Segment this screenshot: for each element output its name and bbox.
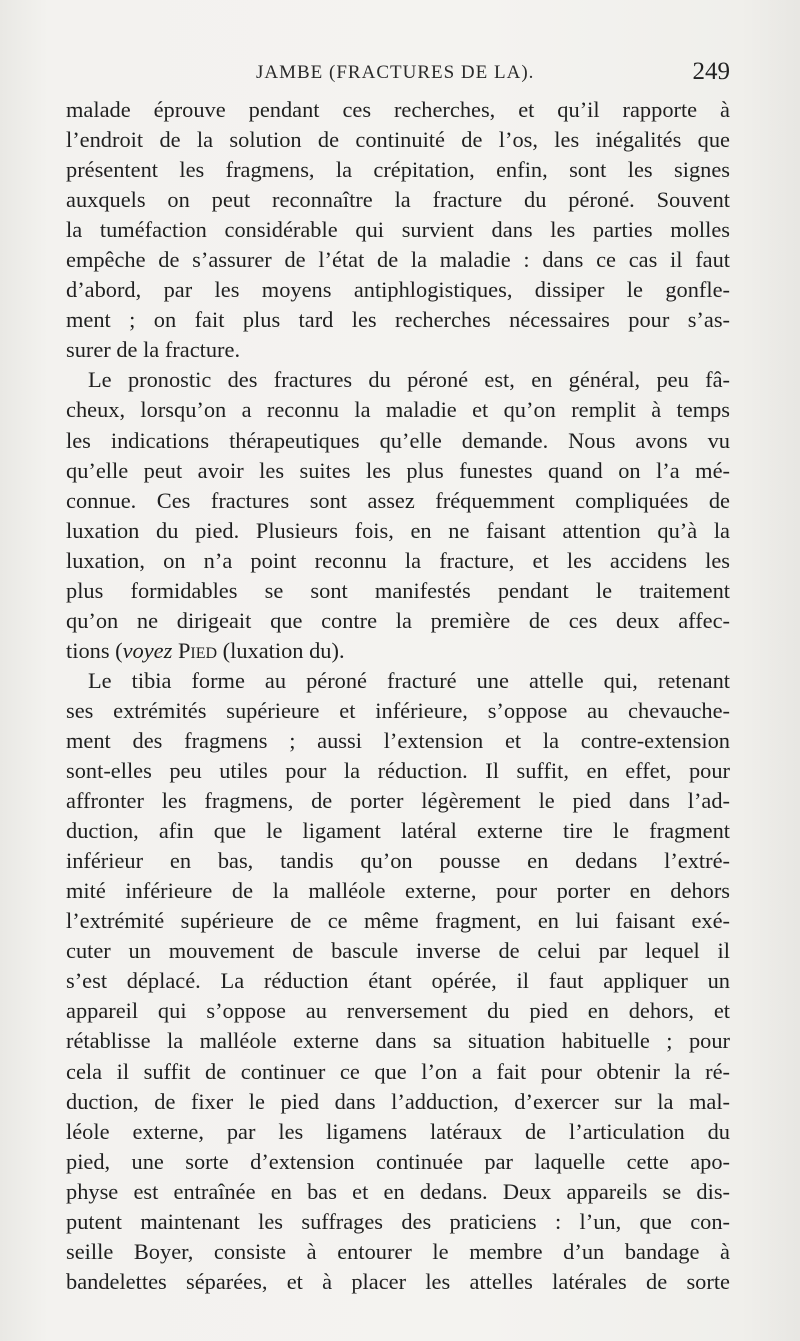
text-line: bandelettes séparées, et à placer les attelles latérales de sorte: [66, 1268, 730, 1294]
text-line: les indications thérapeutiques qu’elle demande. Nous avons vu: [66, 427, 730, 453]
text-line: duction, de fixer le pied dans l’adduction, d’exercer sur la mal-: [66, 1088, 730, 1114]
text-line: seille Boyer, consiste à entourer le membre d’un bandage à: [66, 1238, 730, 1264]
cross-reference-suffix: (luxation du).: [217, 637, 345, 663]
running-head: JAMBE (FRACTURES DE LA).: [256, 62, 535, 83]
text-line: l’endroit de la solution de continuité de l’os, les inégalités que: [66, 127, 730, 153]
paragraph-3: [66, 666, 730, 1297]
text-line: duction, afin que le ligament latéral externe tire le fragment: [66, 818, 730, 844]
page-number: 249: [692, 58, 730, 85]
body-text: [66, 95, 730, 1297]
text-line: physe est entraînée en bas et en dedans. Deux appareils se dis-: [66, 1178, 730, 1204]
text-line: affronter les fragmens, de porter légèrement le pied dans l’ad-: [66, 788, 730, 814]
text-line: qu’on ne dirigeait que contre la première de ces deux affec-: [66, 607, 730, 633]
text-line: ses extrémités supérieure et inférieure, s’oppose au chevauche-: [66, 697, 730, 723]
text-line: luxation du pied. Plusieurs fois, en ne faisant attention qu’à la: [66, 517, 730, 543]
text-line: sont-elles peu utiles pour la réduction. Il suffit, en effet, pour: [66, 758, 730, 784]
text-line: ment des fragmens ; aussi l’extension et la contre-extension: [66, 727, 730, 753]
text-line: présentent les fragmens, la crépitation, enfin, sont les signes: [66, 157, 730, 183]
text-line: luxation, on n’a point reconnu la fracture, et les accidens les: [66, 547, 730, 573]
cross-reference-pied: Pied: [177, 637, 218, 663]
text-line: ment ; on fait plus tard les recherches nécessaires pour s’as-: [66, 307, 730, 333]
cross-reference-voyez: voyez: [122, 637, 173, 663]
text-line: rétablisse la malléole externe dans sa situation habituelle ; pour: [66, 1028, 730, 1054]
text-line: qu’elle peut avoir les suites les plus funestes quand on l’a mé-: [66, 457, 730, 483]
text-line: pied, une sorte d’extension continuée par laquelle cette apo-: [66, 1148, 730, 1174]
text-line: la tuméfaction considérable qui survient dans les parties molles: [66, 217, 730, 243]
text-line: connue. Ces fractures sont assez fréquemment compliquées de: [66, 487, 730, 513]
text-line: appareil qui s’oppose au renversement du pied en dehors, et: [66, 998, 730, 1024]
text-line: empêche de s’assurer de l’état de la maladie : dans ce cas il faut: [66, 247, 730, 273]
text-line: cela il suffit de continuer ce que l’on a fait pour obtenir la ré-: [66, 1058, 730, 1084]
paragraph-1: [66, 95, 730, 365]
text-line: Le pronostic des fractures du péroné est, en général, peu fâ-: [88, 367, 730, 393]
text-line: auxquels on peut reconnaître la fracture du péroné. Souvent: [66, 187, 730, 213]
text-line: mité inférieure de la malléole externe, pour porter en dehors: [66, 878, 730, 904]
page-edge-shading: [740, 0, 800, 1341]
text-line: cheux, lorsqu’on a reconnu la maladie et qu’on remplit à temps: [66, 397, 730, 423]
text-line: l’extrémité supérieure de ce même fragment, en lui faisant exé-: [66, 908, 730, 934]
text-line: malade éprouve pendant ces recherches, et qu’il rapporte à: [66, 97, 730, 122]
text-line-cross-reference: [66, 636, 730, 666]
paragraph-2: [66, 365, 730, 665]
page-header: [66, 58, 730, 92]
text-line: surer de la fracture.: [66, 337, 241, 363]
text-line: plus formidables se sont manifestés pendant le traitement: [66, 577, 730, 603]
text-line: inférieur en bas, tandis qu’on pousse en dedans l’extré-: [66, 848, 730, 874]
text-line: putent maintenant les suffrages des praticiens : l’un, que con-: [66, 1208, 730, 1234]
text-line: d’abord, par les moyens antiphlogistiques, dissiper le gonfle-: [66, 277, 730, 303]
text-line: Le tibia forme au péroné fracturé une attelle qui, retenant: [88, 667, 730, 693]
text-line: s’est déplacé. La réduction étant opérée, il faut appliquer un: [66, 968, 730, 994]
text-line: léole externe, par les ligamens latéraux de l’articulation du: [66, 1118, 730, 1144]
cross-reference-prefix: tions (: [66, 637, 123, 663]
text-line: cuter un mouvement de bascule inverse de celui par lequel il: [66, 938, 730, 964]
